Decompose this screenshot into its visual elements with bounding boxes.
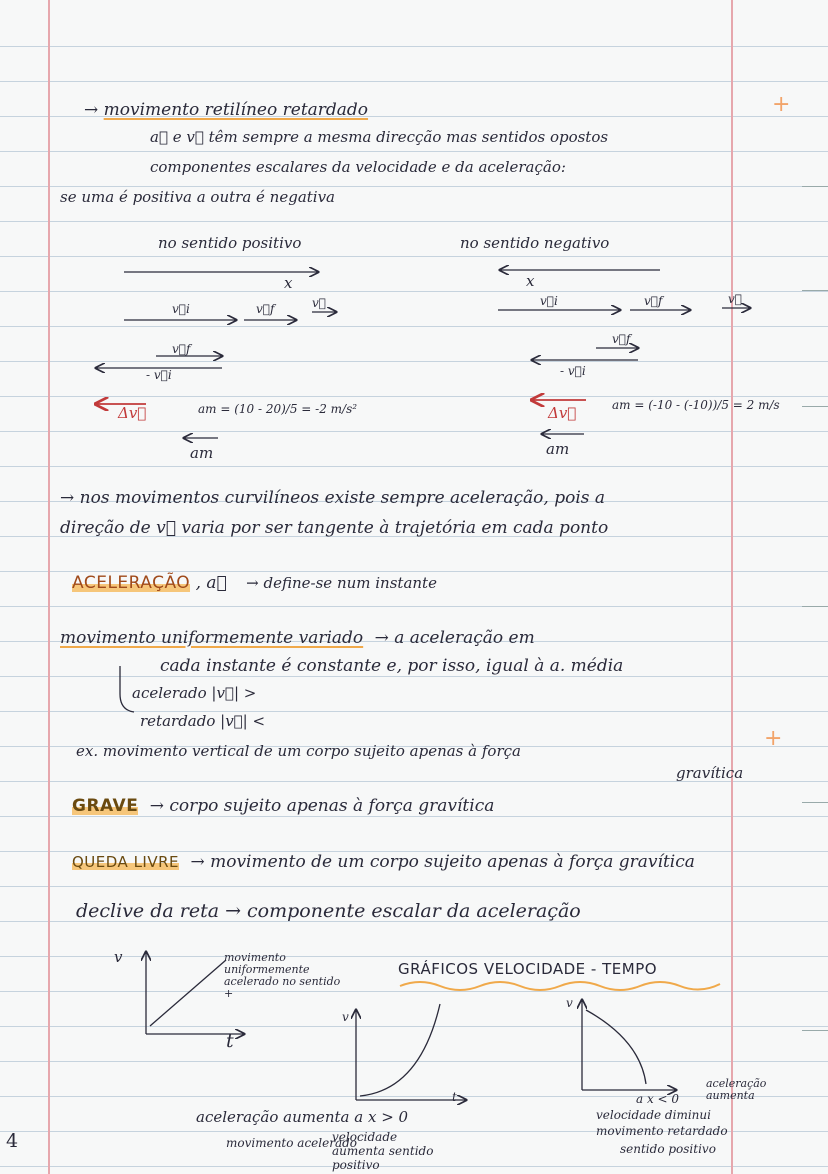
grave-label: GRAVE <box>72 796 139 816</box>
aceleracao-definition: → define-se num instante <box>246 574 437 592</box>
neg-heading: no sentido negativo <box>460 234 610 252</box>
arrow-icon: → <box>84 100 104 120</box>
neg-minus-vi: - v⃗i <box>560 364 586 378</box>
pos-minus-vi: - v⃗i <box>146 368 172 382</box>
muv-exemplo: ex. movimento vertical de um corpo sujeito apenas à força <box>76 742 521 760</box>
graph3-y-label: v <box>566 996 573 1010</box>
curvilineos-line-2: direção de v⃗ varia por ser tangente à trajetória em cada ponto <box>60 518 609 538</box>
retardado-bullet-1: a⃗ e v⃗ têm sempre a mesma direcção mas sentidos opostos <box>150 128 609 146</box>
queda-livre-text: → movimento de um corpo sujeito apenas à força gravítica <box>190 852 695 872</box>
grave-text: → corpo sujeito apenas à força gravítica <box>149 796 495 816</box>
pos-vf2-label: v⃗f <box>172 342 191 356</box>
graph3-caption-3: sentido positivo <box>620 1142 716 1156</box>
graph3-caption-2: movimento retardado <box>596 1124 728 1138</box>
pos-heading: no sentido positivo <box>158 234 302 252</box>
graph3-label: a x < 0 <box>636 1092 680 1106</box>
pos-x-label: x <box>284 274 293 292</box>
graph2-caption-1: aceleração aumenta a x > 0 <box>196 1108 409 1126</box>
page-number: 4 <box>6 1130 19 1152</box>
pos-am: am <box>190 444 214 462</box>
aceleracao-label: ACELERAÇÃO <box>72 573 191 593</box>
graph1-line <box>150 960 226 1026</box>
retardado-line-3: se uma é positiva a outra é negativa <box>60 188 336 206</box>
muv-line-2: cada instante é constante e, por isso, igual à a. média <box>160 656 624 676</box>
declive-text: declive da reta → componente escalar da aceleração <box>76 900 581 922</box>
neg-v-label: v⃗ <box>728 292 742 306</box>
neg-vi-label: v⃗i <box>540 294 558 308</box>
graph1-x-label: t <box>226 1030 234 1052</box>
neg-delta-v: Δv⃗ <box>548 404 577 422</box>
pos-delta-v: Δv⃗ <box>118 404 147 422</box>
muv-line-1: → a aceleração em <box>374 628 535 648</box>
graph1-note: movimento uniformemente acelerado no sentido + <box>224 951 341 1000</box>
graph2-caption-3: velocidade aumenta sentido positivo <box>332 1130 434 1172</box>
neg-vf-label: v⃗f <box>644 294 663 308</box>
aceleracao-symbol: , a⃗ <box>195 573 227 593</box>
neg-x-label: x <box>526 272 535 290</box>
retardado-title-text: movimento retilíneo retardado <box>103 100 369 120</box>
pos-v-label: v⃗ <box>312 296 326 310</box>
graph2-caption-2: movimento acelerado <box>226 1136 358 1150</box>
graph1-y-label: v <box>114 948 123 966</box>
graph2-y-label: v <box>342 1010 349 1024</box>
graficos-title-squiggle <box>400 982 720 990</box>
neg-am: am <box>546 440 570 458</box>
muv-acelerado: acelerado |v⃗| > <box>132 684 257 702</box>
graph3-note: aceleração aumenta <box>706 1077 767 1102</box>
graph3-curve <box>586 1010 646 1084</box>
curvilineos-line-1: → nos movimentos curvilíneos existe sempre aceleração, pois a <box>60 488 606 508</box>
muv-exemplo-2: gravítica <box>676 764 744 782</box>
plus-mark: + <box>772 92 791 117</box>
pos-vf-label: v⃗f <box>256 302 275 316</box>
neg-vf2-label: v⃗f <box>612 332 631 346</box>
graph2-curve <box>360 1004 440 1096</box>
muv-retardado: retardado |v⃗| < <box>140 712 266 730</box>
plus-mark-2: + <box>764 726 783 751</box>
graph2-x-label: t <box>452 1090 457 1104</box>
muv-title: movimento uniformemente variado <box>60 628 364 648</box>
muv-bracket <box>120 666 134 712</box>
neg-am-formula: am = (-10 - (-10))/5 = 2 m/s <box>612 398 780 412</box>
pos-vi-label: v⃗i <box>172 302 190 316</box>
graph3-caption-1: velocidade diminui <box>596 1108 711 1122</box>
queda-livre-label: QUEDA LIVRE <box>72 853 180 871</box>
graficos-title: GRÁFICOS VELOCIDADE - TEMPO <box>398 960 658 978</box>
pos-am-formula: am = (10 - 20)/5 = -2 m/s² <box>198 402 358 416</box>
retardado-bullet-2: componentes escalares da velocidade e da aceleração: <box>150 158 566 176</box>
